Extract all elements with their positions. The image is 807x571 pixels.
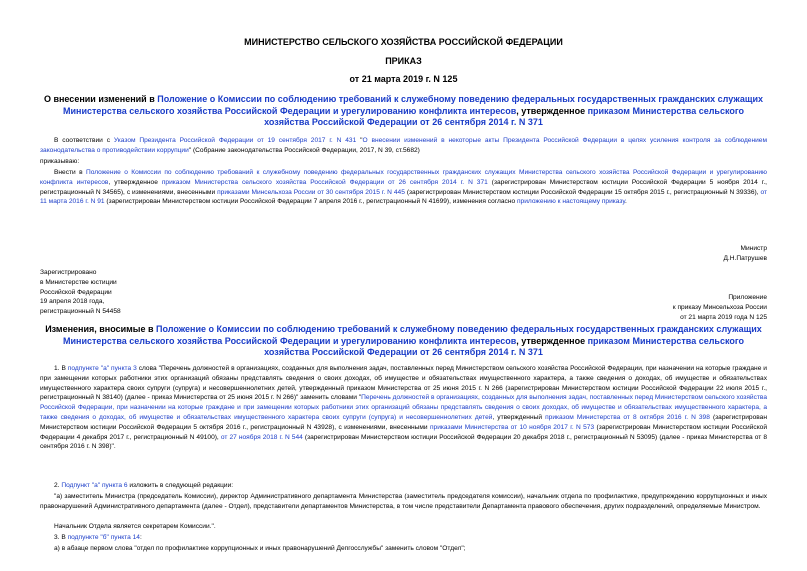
item-2: 2. Подпункт "а" пункта 6 изложить в следующей редакции: (54, 482, 234, 489)
order-link[interactable]: приказом Министерства сельского хозяйства Российской Федерации от 26 сентября 2014 г. N 371 (161, 178, 488, 186)
order-word: приказываю: (40, 158, 80, 165)
order-text: Внести в Положение о Комиссии по соблюдению требований к служебному поведению федеральных государственных гражданских служащих Министерства сельского хозяйства Российской Федерации и урегулированию конфликта интересов, утвержденное приказом Министерства сельского хозяйства Российской Федерации от 26 сентября 2014 г. N 371 (зарегистрирован Министерством юстиции Российской Федерации 5 ноября 2014 г., регистрационный N 34565), с изменениями, внесенными приказами Минсельхоза России от 30 сентября 2015 г. N 445 (зарегистрирован Министерством юстиции Российской Федерации 15 октября 2015 г., регистрационный N 39336), от 11 марта 2016 г. N 91 (зарегистрирован Министерством юстиции Российской Федерации 7 апреля 2016 г., регистрационный N 41699), изменения согласно приложению к настоящему приказу. (40, 169, 768, 206)
order-573-link[interactable]: приказами Министерства от 10 ноября 2017 г. N 573 (429, 423, 595, 431)
registration-block: Зарегистрировано в Министерстве юстиции Российской Федерации 19 апреля 2018 года, регистрационный N 54458 (40, 269, 121, 316)
preamble: В соответствии с Указом Президента Российской Федерации от 19 сентября 2017 г. N 431 "О внесении изменений в некоторые акты Президента Российской Федерации в целях усиления контроля за соблюдением законодательства о противодействии коррупции" (Собрание законодательства Российской Федерации, 2017, N 39, ст.5682) (40, 137, 767, 154)
item-3: 3. В подпункте "б" пункта 14: (54, 534, 142, 541)
order-398-link[interactable]: приказом Министерства от 8 октября 2016 г. N 398 (545, 413, 710, 421)
subparagraph-link[interactable]: Подпункт "а" пункта 6 (61, 482, 128, 489)
amendment-link[interactable]: приказами Минсельхоза России от 30 сентября 2015 г. N 445 (217, 188, 405, 196)
doc-subject: О внесении изменений в Положение о Комиссии по соблюдению требований к служебному поведению федеральных государственных гражданских служащих Министерства сельского хозяйства Российской Федерации и урегулированию конфликта интересов, утвержденное приказом Министерства сельского хозяйства Российской Федерации от 26 сентября 2014 г. N 371 (43, 94, 764, 127)
signature-name: Д.Н.Патрушев (723, 254, 767, 262)
order-link[interactable]: приказом Министерства сельского хозяйства Российской Федерации от 26 сентября 2014 г. N 371 (264, 105, 744, 127)
order-link[interactable]: приказом Министерства сельского хозяйства Российской Федерации от 26 сентября 2014 г. N 371 (264, 335, 744, 357)
regulation-link[interactable]: Положение о Комиссии по соблюдению требований к служебному поведению федеральных государственных гражданских служащих Министерства сельского хозяйства Российской Федерации и урегулированию конфликта интересов (63, 94, 764, 116)
item-3-sub-a: а) в абзаце первом слова "отдел по профилактике коррупционных и иных правонарушений Депгосслужбы" заменить словом "Отдел"; (54, 545, 466, 552)
decree-title-link[interactable]: О внесении изменений в некоторые акты Президента Российской Федерации в целях усиления контроля за соблюдением законодательства о противодействии коррупции (40, 137, 767, 154)
item-2-quote: "а) заместитель Министра (председатель Комиссии), директор Административного департамента Министерства (заместитель председателя комиссии), начальник отдела по профилактике, предупреждению коррупционных и иных правонарушений Административного департамента (далее - Отдел), представители департаментов Министерства, в том числе представители Департамента правового обеспечения, других подразделений, определяемые Министром. (40, 493, 767, 510)
list-link[interactable]: Перечень должностей в организациях, созданных для выполнения задач, поставленных перед Министерством сельского хозяйства Российской Федерации, при назначении на которые граждане и при замещении которых работники этих организаций обязаны представлять сведения о своих доходах, об имуществе и обязательствах имущественного характера, а также сведения о доходах, об имуществе и обязательствах имущественного характера своих супруги (супруга) и несовершеннолетних детей (40, 394, 767, 421)
signature-position: Министр (740, 245, 767, 252)
subparagraph-link[interactable]: подпункте "а" пункта 3 (67, 365, 137, 372)
appendix-block: Приложение к приказу Минсельхоза России от 21 марта 2019 года N 125 (672, 294, 767, 321)
appendix-link[interactable]: приложению к настоящему приказу (516, 198, 625, 206)
regulation-link[interactable]: Положение о Комиссии по соблюдению требований к служебному поведению федеральных государственных гражданских служащих Министерства сельского хозяйства Российской Федерации и урегулированию конфликта интересов (40, 169, 767, 186)
changes-title: Изменения, вносимые в Положение о Комиссии по соблюдению требований к служебному поведению федеральных государственных гражданских служащих Министерства сельского хозяйства Российской Федерации и урегулированию конфликта интересов, утвержденное приказом Министерства сельского хозяйства Российской Федерации от 26 сентября 2014 г. N 371 (45, 324, 762, 357)
subparagraph-link[interactable]: подпункте "б" пункта 14 (67, 534, 140, 541)
item-1: 1. В подпункте "а" пункта 3 слова "Перечень должностей в организациях, созданных для выполнения задач, поставленных перед Министерством сельского хозяйства Российской Федерации, при назначении на которые граждане и при замещении которых работники этих организаций обязаны представлять сведения о своих доходах, об имуществе и обязательствах имущественного характера, а также сведения о доходах, об имуществе и обязательствах имущественного характера своих супруги (супруга) и несовершеннолетних детей, утвержденный приказом Министерства от 25 июня 2015 г. N 266 (зарегистрирован Министерством юстиции Российской Федерации 22 июля 2015 г., регистрационный N 38140) (далее - приказ Министерства от 25 июня 2015 г. N 266)" заменить словами "Перечень должностей в организациях, созданных для выполнения задач, поставленных перед Министерством сельского хозяйства Российской Федерации, при назначении на которые граждане и при замещении которых работники этих организаций обязаны представлять сведения о своих доходах, об имуществе и обязательствах имущественного характера, а также сведения о доходах, об имуществе и обязательствах имущественного характера своих супруги (супруга) и несовершеннолетних детей, утвержденный приказом Министерства от 8 октября 2016 г. N 398 (зарегистрирован Министерством юстиции Российской Федерации 5 октября 2016 г., регистрационный N 43928), с изменениями, внесенными приказами Министерства от 10 ноября 2017 г. N 573 (зарегистрирован Министерством юстиции Российской Федерации 4 декабря 2017 г., регистрационный N 49100), от 27 ноября 2018 г. N 544 (зарегистрирован Министерством юстиции Российской Федерации 20 декабря 2018 г., регистрационный N 53095) (далее - приказ Министерства от 8 сентября 2016 г. N 398)". (40, 365, 768, 451)
decree-link[interactable]: Указом Президента Российской Федерации от 19 сентября 2017 г. N 431 (113, 137, 357, 144)
regulation-link[interactable]: Положение о Комиссии по соблюдению требований к служебному поведению федеральных государственных гражданских служащих Министерства сельского хозяйства Российской Федерации и урегулированию конфликта интересов (63, 324, 762, 346)
order-544-link[interactable]: от 27 ноября 2018 г. N 544 (220, 433, 303, 441)
doc-type: ПРИКАЗ (385, 56, 422, 66)
doc-date-number: от 21 марта 2019 г. N 125 (349, 74, 458, 84)
amendment-link-2[interactable]: от 11 марта 2016 г. N 91 (40, 188, 768, 206)
ministry-title: МИНИСТЕРСТВО СЕЛЬСКОГО ХОЗЯЙСТВА РОССИЙСКОЙ ФЕДЕРАЦИИ (244, 37, 563, 47)
signature-block (723, 244, 767, 264)
item-2-secretary: Начальник Отдела является секретарем Комиссии.". (54, 523, 216, 530)
